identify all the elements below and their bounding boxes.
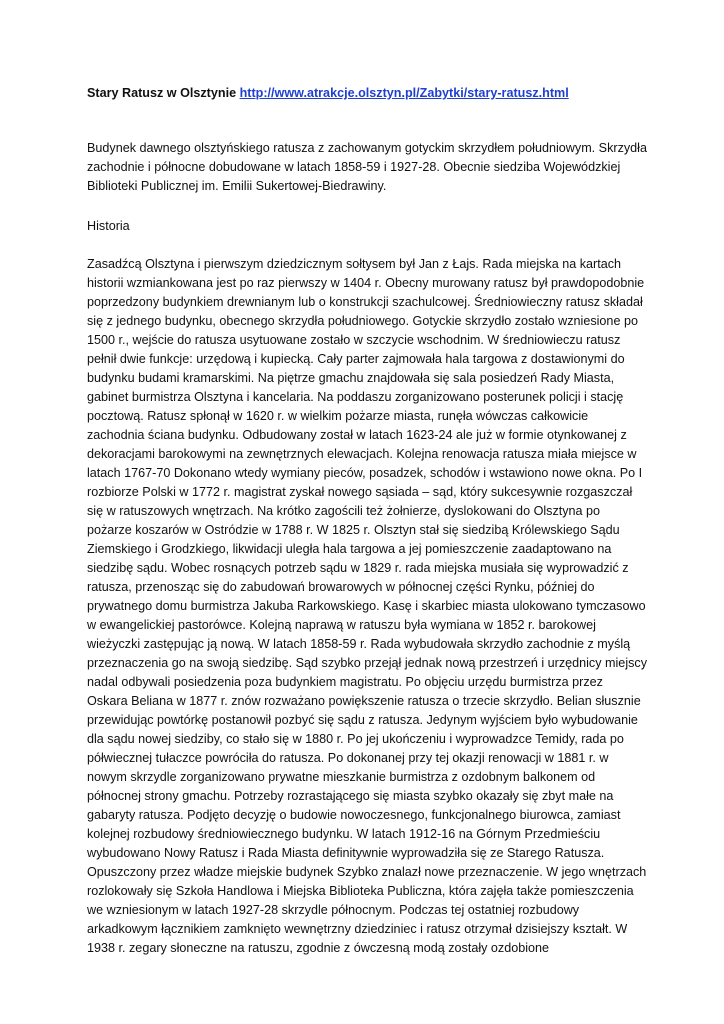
heading-title: Stary Ratusz w Olsztynie: [87, 86, 237, 100]
history-text: Zasadźcą Olsztyna i pierwszym dziedzicznym sołtysem był Jan z Łajs. Rada miejska na kartach historii wzmiankowana jest po raz pierwszy w 1404 r. Obecny murowany ratusz był prawdopodobnie poprzedzony budynkiem drewnianym lub o konstrukcji szachulcowej. Średniowieczny ratusz składał się z jednego budynku, obecnego skrzydła południowego. Gotyckie skrzydło zostało wzniesione po 1500 r., wejście do ratusza usytuowane zostało w szczycie wschodnim. W średniowieczu ratusz pełnił dwie funkcje: urzędową i kupiecką. Cały parter zajmowała hala targowa z dostawionymi do budynku budami kramarskimi. Na piętrze gmachu znajdowała się sala posiedzeń Rady Miasta, gabinet burmistrza Olsztyna i kancelaria. Na poddaszu zorganizowano posterunek policji i stację pocztową. Ratusz spłonął w 1620 r. w wielkim pożarze miasta, runęła wówczas całkowicie zachodnia ściana budynku. Odbudowany został w latach 1623-24 ale już w formie otynkowanej z dekoracjami barokowymi na zewnętrznych elewacjach. Kolejna renowacja ratusza miała miejsce w latach 1767-70 Dokonano wtedy wymiany pieców, posadzek, schodów i wstawiono nowe okna. Po I rozbiorze Polski w 1772 r. magistrat zyskał nowego sąsiada – sąd, który sukcesywnie rozgaszczał się w ratuszowych wnętrzach. Na krótko zagościli też żołnierze, dyslokowani do Olsztyna po pożarze koszarów w Ostródzie w 1788 r. W 1825 r. Olsztyn stał się siedzibą Królewskiego Sądu Ziemskiego i Grodzkiego, likwidacji uległa hala targowa a jej pomieszczenie zaadaptowano na siedzibę sądu. Wobec rosnących potrzeb sądu w 1829 r. rada miejska musiała się wyprowadzić z ratusza, przenosząc się do zabudowań browarowych w północnej części Rynku, później do prywatnego domu burmistrza Jakuba Rarkowskiego. Kasę i skarbiec miasta ulokowano tymczasowo w ewangelickiej pastorówce. Kolejną naprawą w ratuszu była wymiana w 1852 r. barokowej wieżyczki zastępując ją nową. W latach 1858-59 r. Rada wybudowała skrzydło zachodnie z myślą przeznaczenia go na swoją siedzibę. Sąd szybko przejął jednak nową przestrzeń i urzędnicy miejscy nadal odbywali posiedzenia poza budynkiem magistratu. Po objęciu urzędu burmistrza przez Oskara Beliana w 1877 r. znów rozważano powiększenie ratusza o trzecie skrzydło. Belian słusznie przewidując powtórkę postanowił pozbyć się sądu z ratusza. Jedynym wyjściem było wybudowanie dla sądu nowej siedziby, co stało się w 1880 r. Po jej ukończeniu i wyprowadzce Temidy, rada po półwiecznej tułaczce powróciła do ratusza. Po dokonanej przy tej okazji renowacji w 1881 r. w nowym skrzydle zorganizowano prywatne mieszkanie burmistrza z ozdobnym balkonem od północnej strony gmachu. Potrzeby rozrastającego się miasta szybko okazały się zbyt małe na gabaryty ratusza. Podjęto decyzję o budowie nowoczesnego, funkcjonalnego biurowca, zamiast kolejnej rozbudowy średniowiecznego budynku. W latach 1912-16 na Górnym Przedmieściu wybudowano Nowy Ratusz i Rada Miasta definitywnie wyprowadziła się ze Starego Ratusza. Opuszczony przez władze miejskie budynek Szybko znalazł nowe przeznaczenie. W jego wnętrzach rozlokowały się Szkoła Handlowa i Miejska Biblioteka Publiczna, która zajęła także pomieszczenia we wzniesionym w latach 1927-28 skrzydle północnym. Podczas tej ostatniej rozbudowy arkadkowym łącznikiem zamknięto wewnętrzny dziedziniec i ratusz otrzymał dzisiejszy kształt. W 1938 r. zegary słoneczne na ratuszu, zgodnie z ówczesną modą zostały ozdobione: [87, 257, 648, 955]
document-heading: [87, 86, 569, 100]
intro-text: Budynek dawnego olsztyńskiego ratusza z zachowanym gotyckim skrzydłem południowym. Skrzydła zachodnie i północne dobudowane w latach 1858-59 i 1927-28. Obecnie siedziba Wojewódzkiej Biblioteki Publicznej im. Emilii Sukertowej-Biedrawiny.: [87, 141, 647, 193]
section-heading: [87, 217, 647, 236]
history-paragraph: [87, 255, 647, 958]
intro-paragraph: [87, 139, 647, 196]
section-title: Historia: [87, 219, 130, 233]
source-link[interactable]: http://www.atrakcje.olsztyn.pl/Zabytki/stary-ratusz.html: [239, 86, 569, 100]
